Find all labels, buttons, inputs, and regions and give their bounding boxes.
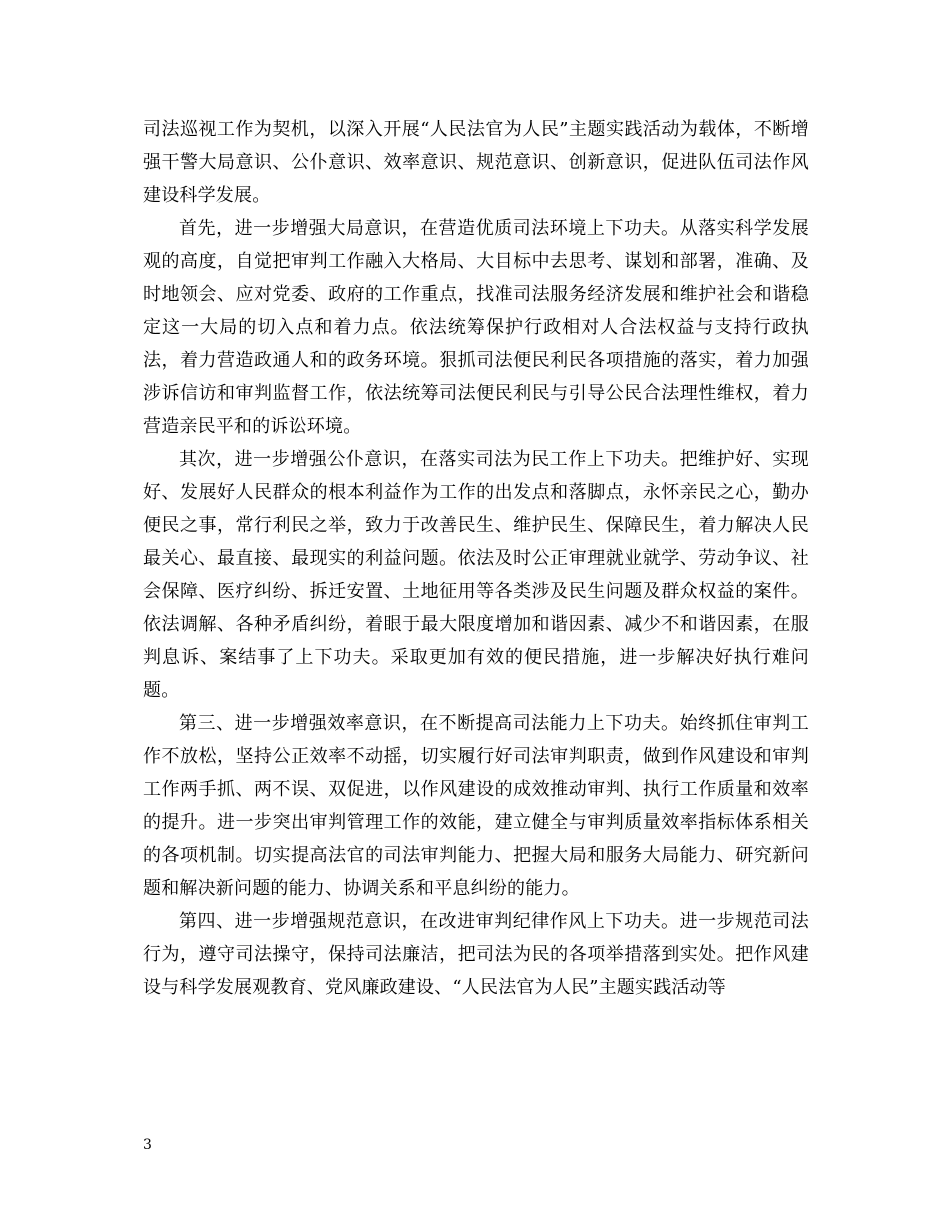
paragraph-second-point: 其次，进一步增强公仆意识，在落实司法为民工作上下功夫。把维护好、实现好、发展好人民群众的根本利益作为工作的出发点和落脚点，永怀亲民之心，勤办便民之事，常行利民之举，致力于改善民生、维护民生、保障民生，着力解决人民最关心、最直接、最现实的利益问题。依法及时公正审理就业就学、劳动争议、社会保障、医疗纠纷、拆迁安置、土地征用等各类涉及民生问题及群众权益的案件。依法调解、各种矛盾纠纷，着眼于最大限度增加和谐因素、减少不和谐因素，在服判息诉、案结事了上下功夫。采取更加有效的便民措施，进一步解决好执行难问题。 (143, 449, 809, 701)
page-number: 3 (143, 1137, 152, 1153)
paragraph-continuation: 司法巡视工作为契机，以深入开展“人民法官为人民”主题实践活动为载体，不断增强干警大局意识、公仆意识、效率意识、规范意识、创新意识，促进队伍司法作风建设科学发展。 (143, 119, 809, 206)
document-body (143, 113, 809, 1004)
paragraph-first-point: 首先，进一步增强大局意识，在营造优质司法环境上下功夫。从落实科学发展观的高度，自觉把审判工作融入大格局、大目标中去思考、谋划和部署，准确、及时地领会、应对党委、政府的工作重点，找准司法服务经济发展和维护社会和谐稳定这一大局的切入点和着力点。依法统筹保护行政相对人合法权益与支持行政执法，着力营造政通人和的政务环境。狠抓司法便民利民各项措施的落实，着力加强涉诉信访和审判监督工作，依法统筹司法便民利民与引导公民合法理性维权，着力营造亲民平和的诉讼环境。 (143, 218, 809, 437)
paragraph-third-point: 第三、进一步增强效率意识，在不断提高司法能力上下功夫。始终抓住审判工作不放松，坚持公正效率不动摇，切实履行好司法审判职责，做到作风建设和审判工作两手抓、两不误、双促进，以作风建设的成效推动审判、执行工作质量和效率的提升。进一步突出审判管理工作的效能，建立健全与审判质量效率指标体系相关的各项机制。切实提高法官的司法审判能力、把握大局和服务大局能力、研究新问题和解决新问题的能力、协调关系和平息纠纷的能力。 (143, 713, 809, 899)
paragraph-fourth-point: 第四、进一步增强规范意识，在改进审判纪律作风上下功夫。进一步规范司法行为，遵守司法操守，保持司法廉洁，把司法为民的各项举措落到实处。把作风建设与科学发展观教育、党风廉政建设、“人民法官为人民”主题实践活动等 (143, 911, 809, 998)
